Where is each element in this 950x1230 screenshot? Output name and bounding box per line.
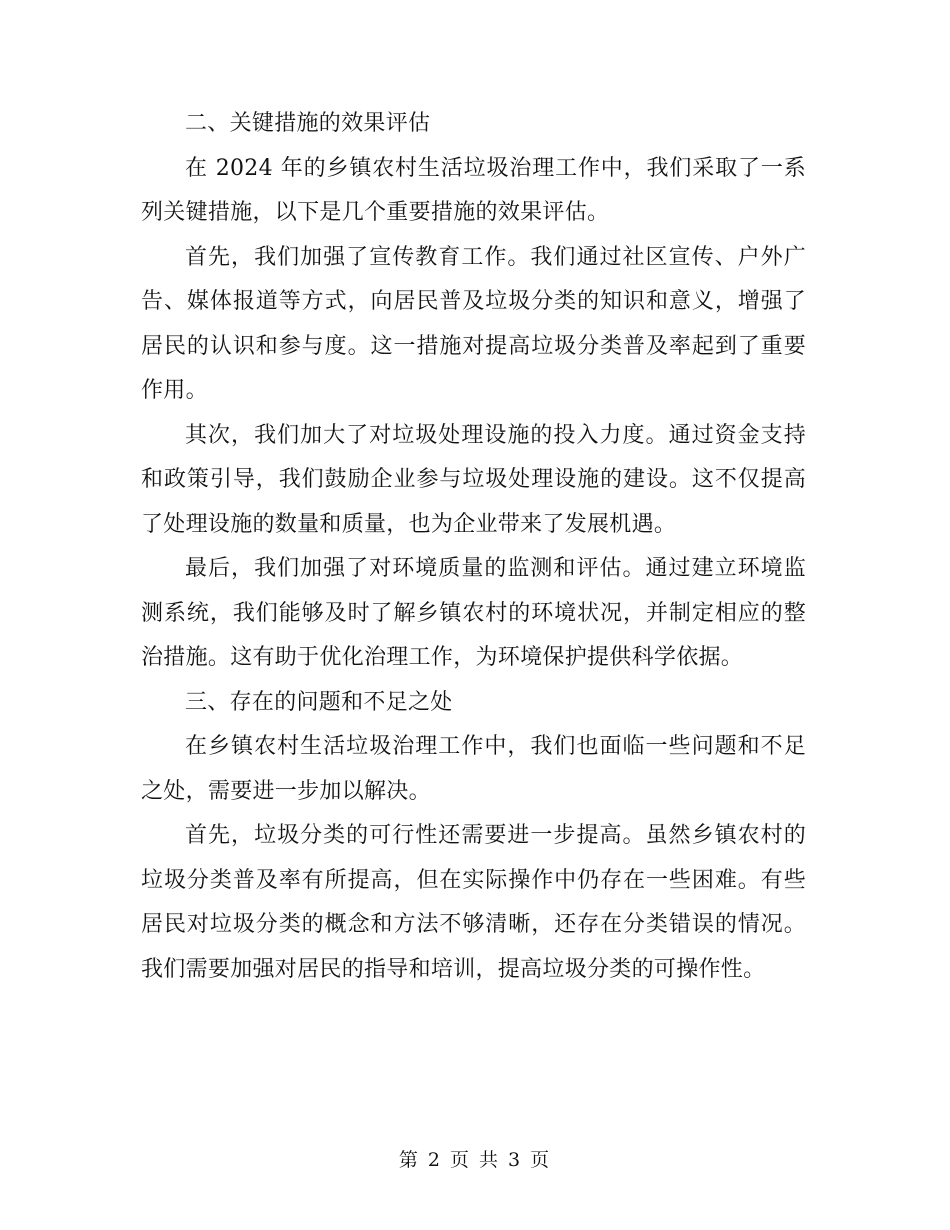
paragraph: 其次，我们加大了对垃圾处理设施的投入力度。通过资金支持和政策引导，我们鼓励企业参与垃圾处理设施的建设。这不仅提高了处理设施的数量和质量，也为企业带来了发展机遇。: [141, 422, 806, 537]
paragraph: 首先，垃圾分类的可行性还需要进一步提高。虽然乡镇农村的垃圾分类普及率有所提高，但在实际操作中仍存在一些困难。有些居民对垃圾分类的概念和方法不够清晰，还存在分类错误的情况。我们需要加强对居民的指导和培训，提高垃圾分类的可操作性。: [141, 823, 806, 982]
paragraph: 首先，我们加强了宣传教育工作。我们通过社区宣传、户外广告、媒体报道等方式，向居民普及垃圾分类的知识和意义，增强了居民的认识和参与度。这一措施对提高垃圾分类普及率起到了重要作用。: [141, 244, 806, 403]
paragraph: 在乡镇农村生活垃圾治理工作中，我们也面临一些问题和不足之处，需要进一步加以解决。: [141, 734, 806, 804]
page-number-footer: 第 2 页 共 3 页: [398, 1149, 552, 1171]
paragraph: 最后，我们加强了对环境质量的监测和评估。通过建立环境监测系统，我们能够及时了解乡镇农村的环境状况，并制定相应的整治措施。这有助于优化治理工作，为环境保护提供科学依据。: [141, 556, 806, 670]
section-heading: 二、关键措施的效果评估: [185, 111, 431, 136]
document-body: [141, 102, 806, 992]
paragraph: 在 2024 年的乡镇农村生活垃圾治理工作中，我们采取了一系列关键措施，以下是几个重要措施的效果评估。: [141, 155, 806, 225]
section-heading: 三、存在的问题和不足之处: [185, 689, 453, 715]
